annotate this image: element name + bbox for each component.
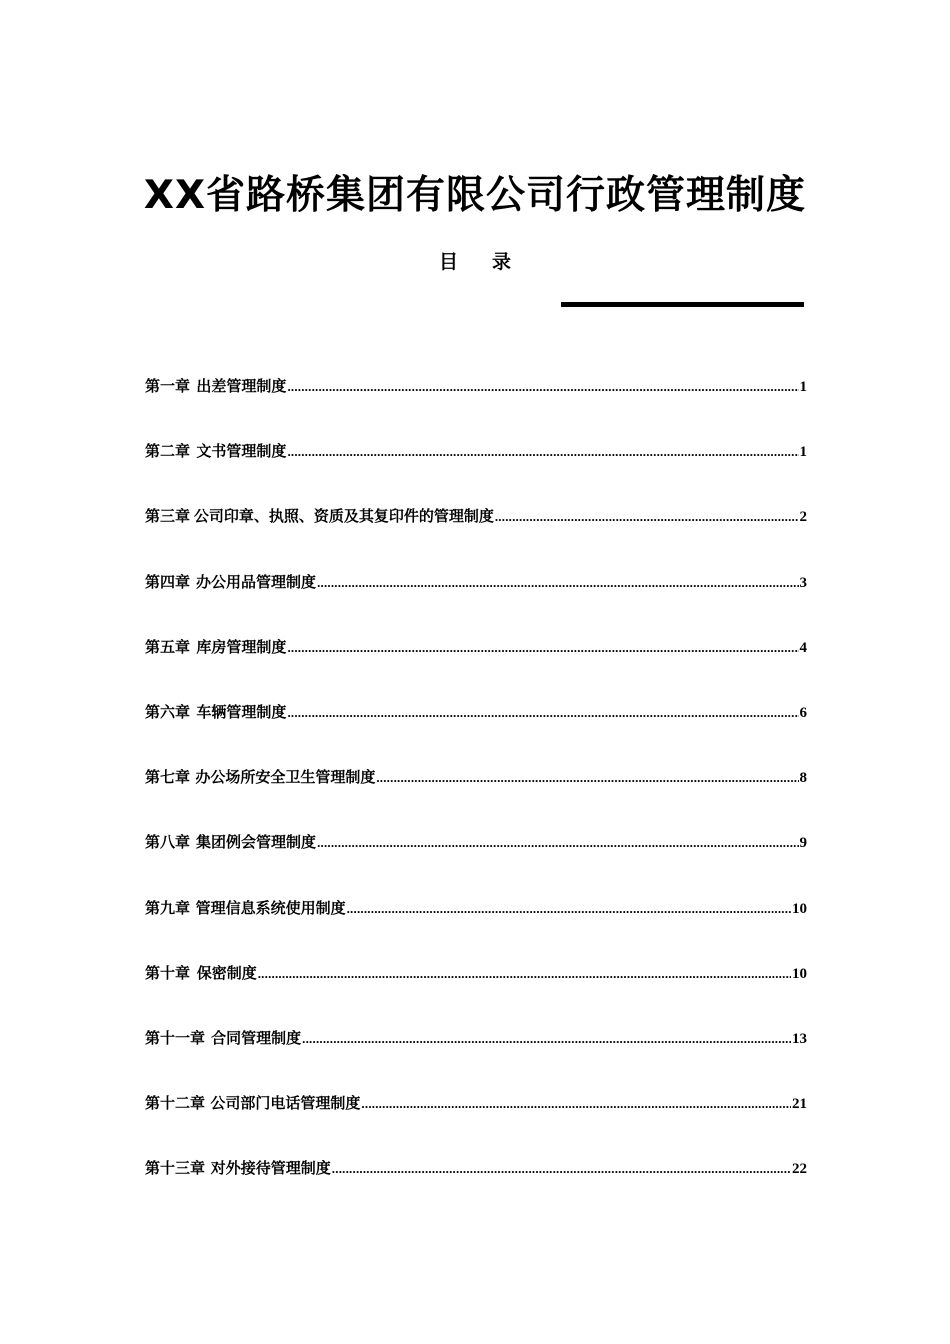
toc-chapter-number: 第二章 — [145, 442, 191, 461]
toc-entry-13[interactable] — [145, 1150, 807, 1215]
toc-dot-leader — [302, 1021, 791, 1057]
toc-page-number: 2 — [799, 509, 807, 526]
toc-chapter-number: 第十一章 — [145, 1028, 206, 1047]
toc-page-number: 1 — [799, 444, 807, 461]
toc-dot-leader — [361, 1086, 791, 1122]
toc-entry-10[interactable] — [145, 955, 807, 1020]
toc-chapter-number: 第八章 — [145, 833, 191, 852]
toc-dot-leader — [332, 1151, 791, 1187]
toc-heading: 目录 — [438, 251, 545, 273]
toc-chapter-number: 第九章 — [145, 898, 191, 917]
toc-dot-leader — [287, 630, 798, 666]
toc-chapter-title: 保密制度 — [196, 963, 257, 982]
toc-page-number: 3 — [799, 574, 807, 591]
toc-dot-leader — [317, 825, 798, 861]
toc-page-number: 10 — [792, 965, 807, 982]
toc-page-number: 6 — [799, 704, 807, 721]
toc-entry-7[interactable] — [145, 759, 807, 824]
toc-chapter-title: 公司部门电话管理制度 — [210, 1094, 361, 1113]
toc-chapter-title: 合同管理制度 — [211, 1028, 302, 1047]
toc-dot-leader — [376, 760, 798, 796]
document-title: XX省路桥集团有限公司行政管理制度 — [143, 173, 807, 219]
toc-entry-11[interactable] — [145, 1020, 807, 1085]
toc-dot-leader — [287, 434, 798, 470]
toc-dot-leader — [347, 891, 791, 927]
toc-chapter-number: 第十章 — [145, 963, 191, 982]
toc-chapter-title: 库房管理制度 — [196, 637, 287, 656]
toc-chapter-number: 第三章 — [145, 507, 191, 526]
toc-entry-3[interactable] — [145, 498, 807, 563]
toc-chapter-title: 管理信息系统使用制度 — [195, 898, 346, 917]
table-of-contents — [145, 368, 807, 1215]
toc-entry-12[interactable] — [145, 1085, 807, 1150]
toc-chapter-title: 对外接待管理制度 — [210, 1159, 331, 1178]
toc-dot-leader — [287, 695, 798, 731]
toc-chapter-number: 第六章 — [145, 702, 191, 721]
toc-dot-leader — [495, 499, 799, 535]
toc-page-number: 22 — [792, 1161, 807, 1178]
toc-dot-leader — [287, 369, 798, 405]
toc-chapter-number: 第五章 — [145, 637, 191, 656]
toc-entry-8[interactable] — [145, 824, 807, 889]
toc-chapter-title: 公司印章、执照、资质及其复印件的管理制度 — [193, 507, 494, 526]
toc-chapter-number: 第一章 — [145, 377, 191, 395]
toc-page-number: 1 — [799, 379, 807, 395]
toc-entry-5[interactable] — [145, 629, 807, 694]
toc-divider — [561, 302, 804, 307]
toc-entry-2[interactable] — [145, 433, 807, 498]
toc-chapter-title: 出差管理制度 — [196, 377, 287, 395]
toc-page-number: 10 — [792, 900, 807, 917]
toc-chapter-title: 文书管理制度 — [196, 442, 287, 461]
toc-page-number: 13 — [792, 1030, 807, 1047]
toc-chapter-number: 第四章 — [145, 572, 191, 591]
toc-chapter-title: 办公场所安全卫生管理制度 — [195, 768, 376, 787]
toc-chapter-title: 车辆管理制度 — [196, 702, 287, 721]
toc-entry-6[interactable] — [145, 694, 807, 759]
toc-dot-leader — [317, 565, 798, 601]
toc-entry-4[interactable] — [145, 564, 807, 629]
toc-page-number: 9 — [799, 835, 807, 852]
toc-dot-leader — [258, 956, 791, 992]
toc-page-number: 21 — [792, 1096, 807, 1113]
toc-chapter-number: 第十三章 — [145, 1159, 206, 1178]
toc-chapter-title: 集团例会管理制度 — [196, 833, 317, 852]
toc-page-number: 8 — [799, 770, 807, 787]
toc-chapter-number: 第十二章 — [145, 1094, 206, 1113]
toc-entry-1[interactable] — [145, 368, 807, 433]
toc-chapter-number: 第七章 — [145, 768, 191, 787]
toc-entry-9[interactable] — [145, 890, 807, 955]
toc-page-number: 4 — [799, 639, 807, 656]
toc-chapter-title: 办公用品管理制度 — [196, 572, 317, 591]
